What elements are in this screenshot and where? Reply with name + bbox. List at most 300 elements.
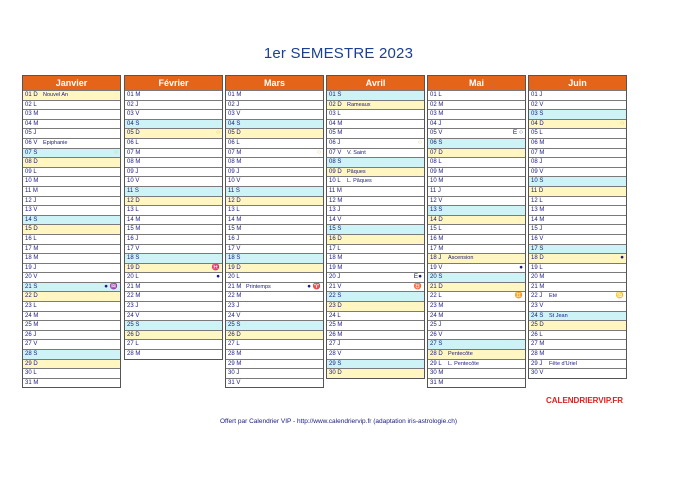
day-label: 30 V — [531, 370, 544, 377]
day-row — [226, 291, 323, 301]
day-label: 26 J — [25, 331, 37, 338]
day-row — [428, 349, 525, 359]
day-event: Printemps — [246, 283, 271, 290]
day-row — [529, 263, 626, 273]
day-label: 02 L — [25, 101, 37, 108]
day-row — [327, 330, 424, 340]
day-label: 18 M — [329, 255, 343, 262]
day-label: 29 J — [531, 360, 543, 367]
day-row — [23, 253, 120, 263]
month-header: Avril — [327, 75, 424, 90]
day-row — [529, 224, 626, 234]
day-event: L. Pâques — [347, 178, 372, 185]
day-label: 30 J — [228, 370, 240, 377]
day-label: 01 M — [228, 92, 242, 98]
day-label: 05 D — [228, 130, 241, 137]
day-label: 20 V — [25, 274, 38, 281]
day-label: 27 L — [228, 341, 240, 348]
day-row — [23, 128, 120, 138]
day-row — [23, 167, 120, 177]
day-row — [125, 157, 222, 167]
moon-zodiac-icon: ♊ — [514, 292, 523, 300]
day-label: 28 S — [25, 351, 38, 358]
day-row — [226, 148, 323, 158]
day-label: 18 M — [25, 255, 39, 262]
day-row — [125, 234, 222, 244]
day-label: 04 S — [127, 120, 140, 127]
day-label: 04 M — [25, 120, 39, 127]
day-label: 19 L — [531, 264, 543, 271]
day-event: Pâques — [347, 168, 366, 175]
moon-zodiac-icon: ○ — [317, 148, 321, 156]
moon-zodiac-icon: ○ — [620, 119, 624, 127]
day-label: 25 S — [228, 322, 241, 329]
day-event: Rameaux — [347, 101, 371, 108]
moon-zodiac-icon: ♋ — [615, 292, 624, 300]
day-label: 08 M — [228, 159, 242, 166]
day-label: 19 J — [25, 264, 37, 271]
day-label: 03 V — [127, 111, 140, 118]
day-label: 25 M — [25, 322, 39, 329]
day-label: 07 D — [430, 149, 443, 156]
day-row — [327, 263, 424, 273]
day-row — [23, 282, 120, 292]
day-row — [327, 244, 424, 254]
day-row — [529, 90, 626, 100]
day-label: 04 S — [228, 120, 241, 127]
day-label: 21 M — [127, 283, 141, 290]
day-row — [327, 320, 424, 330]
day-label: 28 D — [430, 351, 443, 358]
day-row — [428, 157, 525, 167]
day-label: 22 L — [430, 293, 442, 300]
day-row — [428, 272, 525, 282]
day-row — [226, 224, 323, 234]
moon-zodiac-icon: ○ — [418, 138, 422, 146]
day-label: 21 S — [25, 283, 38, 290]
day-row — [226, 330, 323, 340]
day-label: 09 J — [127, 168, 139, 175]
day-row — [23, 320, 120, 330]
day-row — [428, 205, 525, 215]
day-row — [529, 100, 626, 110]
day-label: 26 V — [430, 331, 443, 338]
day-label: 17 M — [25, 245, 39, 252]
day-row — [529, 167, 626, 177]
day-row — [327, 119, 424, 129]
day-label: 29 L — [430, 360, 442, 367]
day-row — [23, 205, 120, 215]
day-label: 04 D — [531, 120, 544, 127]
day-row — [23, 291, 120, 301]
day-row — [327, 311, 424, 321]
day-row — [23, 176, 120, 186]
day-row — [226, 253, 323, 263]
day-row — [327, 368, 424, 378]
day-row — [226, 90, 323, 100]
moon-zodiac-icon: ● ♈ — [307, 282, 321, 290]
day-row — [125, 224, 222, 234]
day-label: 06 V — [25, 139, 38, 146]
day-label: 03 M — [430, 111, 444, 118]
day-row — [23, 339, 120, 349]
moon-zodiac-icon: E● — [413, 273, 422, 281]
day-label: 22 S — [329, 293, 342, 300]
day-row — [226, 205, 323, 215]
day-label: 15 M — [228, 226, 242, 233]
day-label: 12 J — [25, 197, 37, 204]
day-row — [327, 157, 424, 167]
day-label: 15 D — [25, 226, 38, 233]
day-label: 08 J — [531, 159, 543, 166]
day-label: 11 S — [228, 187, 240, 194]
day-label: 30 D — [329, 370, 342, 377]
brand-label[interactable]: CALENDRIERVIP.FR — [546, 396, 624, 405]
day-label: 24 L — [329, 312, 341, 319]
day-row — [125, 205, 222, 215]
day-row — [327, 349, 424, 359]
day-label: 07 S — [25, 149, 38, 156]
day-row — [327, 176, 424, 186]
day-label: 07 M — [228, 149, 242, 156]
day-label: 14 M — [531, 216, 545, 223]
moon-zodiac-icon: ● ♒ — [104, 282, 118, 290]
day-row — [529, 291, 626, 301]
day-row — [428, 167, 525, 177]
day-row — [428, 196, 525, 206]
day-label: 11 M — [25, 187, 38, 194]
day-row — [529, 320, 626, 330]
day-row — [23, 272, 120, 282]
day-row — [428, 128, 525, 138]
day-row — [125, 176, 222, 186]
day-row — [428, 90, 525, 100]
day-label: 16 M — [430, 235, 444, 242]
month-column — [326, 75, 425, 379]
day-label: 10 V — [127, 178, 140, 185]
day-row — [529, 215, 626, 225]
day-label: 13 M — [531, 207, 545, 214]
day-row — [23, 368, 120, 378]
day-row — [125, 148, 222, 158]
day-label: 07 M — [127, 149, 141, 156]
day-row — [529, 349, 626, 359]
day-label: 17 S — [531, 245, 544, 252]
day-label: 18 S — [127, 255, 140, 262]
moon-zodiac-icon: ○ — [114, 148, 118, 156]
day-row — [226, 368, 323, 378]
day-label: 22 M — [127, 293, 141, 300]
day-event: L. Pentecôte — [448, 360, 479, 367]
day-label: 25 S — [127, 322, 140, 329]
day-row — [327, 339, 424, 349]
day-row — [125, 196, 222, 206]
day-row — [428, 291, 525, 301]
day-label: 09 J — [228, 168, 240, 175]
day-label: 18 J — [430, 255, 442, 262]
day-row — [327, 100, 424, 110]
day-row — [529, 330, 626, 340]
day-row — [428, 282, 525, 292]
day-row — [226, 167, 323, 177]
day-label: 03 L — [329, 111, 341, 118]
day-label: 14 S — [25, 216, 38, 223]
day-row — [327, 282, 424, 292]
day-row — [327, 148, 424, 158]
day-row — [23, 196, 120, 206]
day-label: 27 S — [430, 341, 443, 348]
month-column — [225, 75, 324, 388]
day-label: 09 D — [329, 168, 342, 175]
day-event: Epiphanie — [43, 139, 68, 146]
day-row — [529, 128, 626, 138]
day-label: 17 L — [329, 245, 341, 252]
day-row — [226, 378, 323, 388]
day-row — [226, 157, 323, 167]
day-label: 06 M — [531, 139, 545, 146]
moon-zodiac-icon: ○ — [216, 129, 220, 137]
day-row — [428, 119, 525, 129]
day-label: 16 D — [329, 235, 342, 242]
day-row — [226, 272, 323, 282]
day-label: 11 J — [430, 187, 441, 194]
day-row — [125, 291, 222, 301]
day-row — [23, 90, 120, 100]
day-row — [125, 90, 222, 100]
day-label: 05 J — [25, 130, 37, 137]
day-row — [529, 176, 626, 186]
day-row — [226, 100, 323, 110]
day-label: 01 J — [531, 92, 543, 98]
day-label: 07 M — [531, 149, 545, 156]
day-label: 13 V — [25, 207, 38, 214]
day-label: 08 M — [127, 159, 141, 166]
day-row — [23, 359, 120, 369]
day-row — [125, 167, 222, 177]
day-row — [23, 109, 120, 119]
day-row — [23, 263, 120, 273]
day-row — [529, 205, 626, 215]
day-row — [226, 359, 323, 369]
day-label: 15 S — [329, 226, 342, 233]
day-label: 16 J — [127, 235, 139, 242]
day-label: 06 S — [430, 139, 443, 146]
day-label: 25 J — [430, 322, 442, 329]
day-row — [23, 244, 120, 254]
day-label: 20 S — [430, 274, 443, 281]
moon-zodiac-icon: ♉ — [413, 282, 422, 290]
day-row — [125, 263, 222, 273]
month-header: Janvier — [23, 75, 120, 90]
day-label: 09 L — [25, 168, 37, 175]
day-row — [226, 339, 323, 349]
moon-zodiac-icon: ♓ — [211, 263, 220, 271]
day-label: 30 M — [430, 370, 444, 377]
day-label: 23 V — [531, 303, 544, 310]
day-row — [428, 311, 525, 321]
day-row — [125, 128, 222, 138]
day-label: 01 D — [25, 92, 38, 98]
day-label: 28 M — [531, 351, 545, 358]
day-row — [327, 301, 424, 311]
day-row — [327, 90, 424, 100]
day-label: 05 D — [127, 130, 140, 137]
day-row — [529, 196, 626, 206]
month-column — [528, 75, 627, 379]
day-row — [529, 282, 626, 292]
day-row — [226, 244, 323, 254]
day-row — [125, 215, 222, 225]
day-row — [23, 378, 120, 388]
day-label: 07 V — [329, 149, 342, 156]
day-label: 13 J — [329, 207, 341, 214]
day-label: 19 M — [329, 264, 343, 271]
day-row — [125, 349, 222, 359]
day-row — [428, 301, 525, 311]
day-label: 23 L — [25, 303, 37, 310]
day-label: 26 D — [228, 331, 241, 338]
day-label: 15 L — [430, 226, 442, 233]
day-event: Eté — [549, 293, 558, 300]
day-label: 02 M — [430, 101, 444, 108]
day-label: 17 M — [430, 245, 444, 252]
day-label: 26 D — [127, 331, 140, 338]
day-row — [23, 311, 120, 321]
day-row — [226, 263, 323, 273]
day-row — [125, 301, 222, 311]
day-row — [428, 224, 525, 234]
moon-zodiac-icon: ● — [519, 263, 523, 271]
day-label: 03 M — [25, 111, 39, 118]
day-row — [529, 368, 626, 378]
day-row — [428, 109, 525, 119]
day-row — [327, 272, 424, 282]
month-column — [124, 75, 223, 360]
day-row — [226, 215, 323, 225]
day-label: 19 D — [127, 264, 140, 271]
day-label: 18 S — [228, 255, 241, 262]
day-row — [428, 244, 525, 254]
day-event: St Jean — [549, 312, 568, 319]
day-row — [529, 311, 626, 321]
day-label: 08 S — [329, 159, 342, 166]
day-label: 05 V — [430, 130, 443, 137]
day-label: 03 V — [228, 111, 241, 118]
day-row — [226, 186, 323, 196]
day-row — [428, 359, 525, 369]
day-label: 21 M — [228, 283, 242, 290]
day-label: 20 L — [127, 274, 139, 281]
day-label: 10 V — [228, 178, 241, 185]
day-row — [529, 244, 626, 254]
day-label: 12 D — [228, 197, 241, 204]
day-row — [23, 138, 120, 148]
day-row — [125, 330, 222, 340]
day-label: 12 L — [531, 197, 543, 204]
day-label: 11 S — [127, 187, 139, 194]
day-label: 10 L — [329, 178, 341, 185]
month-column — [22, 75, 121, 388]
day-row — [428, 253, 525, 263]
day-row — [23, 224, 120, 234]
day-row — [529, 272, 626, 282]
day-label: 23 J — [228, 303, 240, 310]
day-row — [125, 119, 222, 129]
day-row — [529, 119, 626, 129]
day-row — [226, 301, 323, 311]
day-label: 14 M — [127, 216, 141, 223]
day-label: 04 J — [430, 120, 442, 127]
day-label: 09 V — [531, 168, 544, 175]
day-label: 01 L — [430, 92, 442, 98]
day-row — [529, 359, 626, 369]
day-label: 16 J — [228, 235, 240, 242]
day-row — [529, 186, 626, 196]
day-label: 06 J — [329, 139, 341, 146]
month-header: Mai — [428, 75, 525, 90]
day-label: 02 J — [228, 101, 240, 108]
day-label: 01 S — [329, 92, 342, 98]
day-label: 02 D — [329, 101, 342, 108]
day-row — [327, 186, 424, 196]
day-label: 29 S — [329, 360, 342, 367]
day-event: V. Saint — [347, 149, 366, 156]
day-row — [428, 368, 525, 378]
day-row — [327, 224, 424, 234]
day-label: 24 S — [531, 312, 544, 319]
day-label: 08 D — [25, 159, 38, 166]
day-label: 31 M — [25, 379, 39, 386]
day-label: 13 L — [127, 207, 139, 214]
day-label: 25 D — [531, 322, 544, 329]
day-label: 22 J — [531, 293, 543, 300]
day-row — [327, 253, 424, 263]
day-row — [428, 263, 525, 273]
day-row — [529, 234, 626, 244]
day-label: 01 M — [127, 92, 141, 98]
day-label: 19 D — [228, 264, 241, 271]
day-label: 03 S — [531, 111, 544, 118]
day-row — [428, 186, 525, 196]
day-label: 20 L — [228, 274, 240, 281]
day-row — [125, 311, 222, 321]
day-label: 29 D — [25, 360, 38, 367]
day-label: 20 J — [329, 274, 341, 281]
day-row — [226, 128, 323, 138]
day-label: 10 M — [25, 178, 39, 185]
day-label: 14 M — [228, 216, 242, 223]
day-label: 28 V — [329, 351, 342, 358]
day-label: 10 M — [430, 178, 444, 185]
day-row — [226, 119, 323, 129]
day-label: 21 D — [430, 283, 443, 290]
day-row — [23, 301, 120, 311]
day-row — [23, 157, 120, 167]
day-label: 17 V — [228, 245, 241, 252]
day-row — [125, 253, 222, 263]
day-label: 23 J — [127, 303, 139, 310]
moon-zodiac-icon: E ○ — [512, 129, 523, 137]
day-row — [226, 349, 323, 359]
day-label: 28 M — [228, 351, 242, 358]
day-label: 19 V — [430, 264, 443, 271]
day-label: 05 L — [531, 130, 543, 137]
day-label: 20 M — [531, 274, 545, 281]
month-header: Juin — [529, 75, 626, 90]
day-label: 11 M — [329, 187, 342, 194]
day-row — [428, 148, 525, 158]
moon-zodiac-icon: ● — [216, 273, 220, 281]
